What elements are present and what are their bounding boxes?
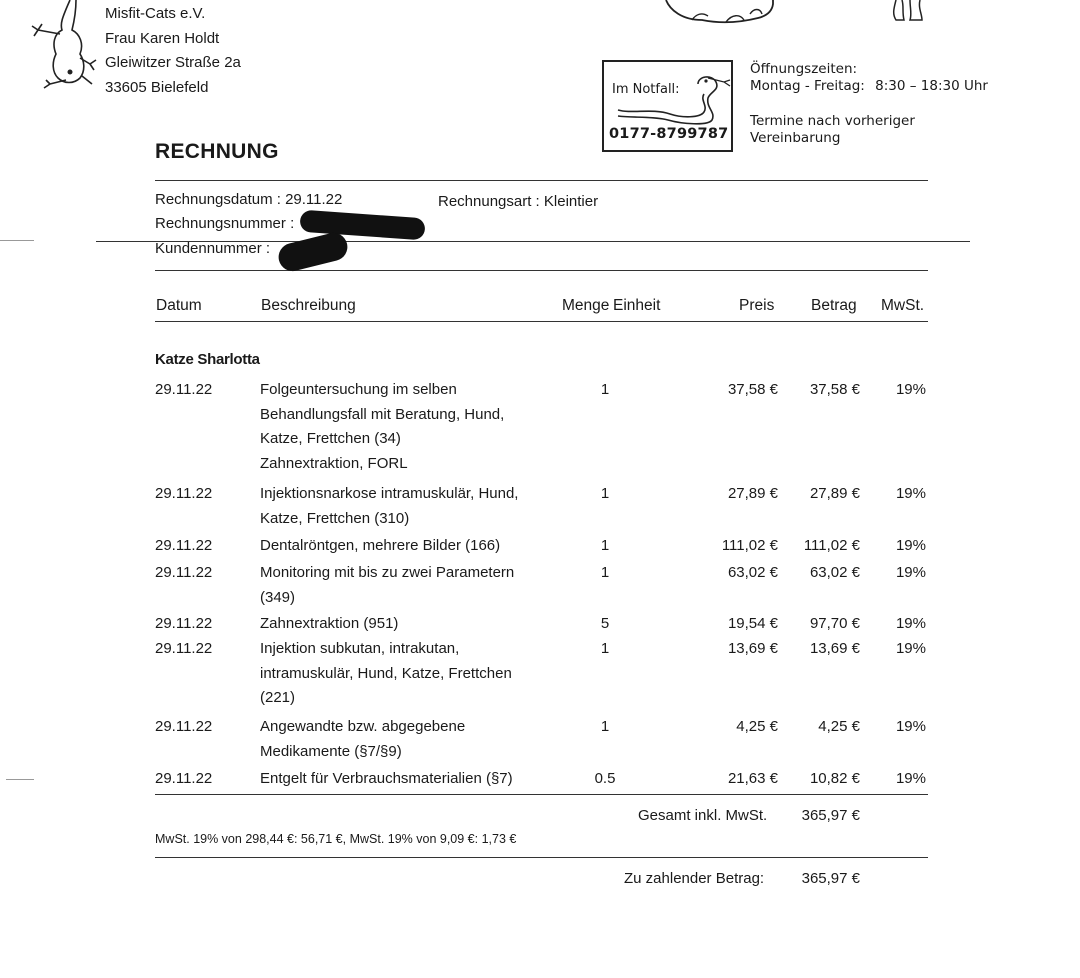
item-vat: 19% [895, 564, 926, 581]
opening-note-1: Termine nach vorheriger [750, 113, 915, 129]
item-vat: 19% [895, 640, 926, 657]
item-description [260, 534, 500, 559]
item-date: 29.11.22 [155, 564, 213, 581]
item-date: 29.11.22 [155, 485, 213, 502]
item-description-line: Dentalröntgen, mehrere Bilder (166) [260, 537, 501, 554]
item-price: 19,54 € [727, 615, 778, 632]
item-description-line: (221) [260, 689, 296, 706]
item-amount: 97,70 € [809, 615, 860, 632]
item-description [260, 767, 513, 792]
item-description-line: Injektionsnarkose intramuskulär, Hund, [260, 485, 519, 502]
sender-address [105, 2, 241, 100]
item-vat: 19% [895, 537, 926, 554]
item-description-line: Katze, Frettchen (34) [260, 430, 401, 447]
item-quantity: 5 [600, 615, 610, 632]
item-amount: 4,25 € [818, 718, 860, 735]
header-date: Datum [156, 297, 202, 314]
item-description-line: Zahnextraktion, FORL [260, 454, 408, 472]
item-price: 27,89 € [727, 485, 778, 502]
invoice-type: Rechnungsart : Kleintier [438, 193, 599, 210]
item-vat: 19% [895, 718, 926, 735]
item-description-line: Folgeuntersuchung im selben [260, 381, 457, 398]
mouse-illustration [30, 0, 100, 92]
item-date: 29.11.22 [155, 718, 213, 735]
item-quantity: 1 [600, 537, 610, 554]
emergency-box [602, 60, 733, 152]
margin-mark [0, 240, 34, 241]
redaction-mark [276, 230, 351, 274]
header-amount: Betrag [811, 297, 857, 314]
item-quantity: 1 [600, 564, 610, 581]
item-description-line: intramuskulär, Hund, Katze, Frettchen [260, 664, 512, 682]
item-description-line: Behandlungsfall mit Beratung, Hund, [260, 405, 505, 423]
sender-contact: Frau Karen Holdt [105, 29, 220, 47]
invoice-title: RECHNUNG [155, 140, 279, 163]
item-description [260, 637, 512, 711]
item-description-line: Monitoring mit bis zu zwei Parametern [260, 564, 515, 581]
opening-note-2: Vereinbarung [750, 130, 841, 146]
invoice-date: Rechnungsdatum : 29.11.22 [155, 191, 343, 208]
item-price: 21,63 € [727, 770, 778, 787]
item-description [260, 378, 504, 476]
header-quantity: Menge [562, 297, 610, 314]
item-price: 4,25 € [736, 718, 778, 735]
item-date: 29.11.22 [155, 537, 213, 554]
divider-totals [155, 857, 928, 858]
divider-items-end [155, 794, 928, 795]
item-vat: 19% [895, 770, 926, 787]
item-price: 63,02 € [727, 564, 778, 581]
divider-header [155, 321, 928, 322]
item-amount: 37,58 € [809, 381, 860, 398]
snake-icon [612, 68, 732, 126]
item-price: 13,69 € [727, 640, 778, 657]
amount-due-label: Zu zahlender Betrag: [624, 870, 765, 887]
sender-street: Gleiwitzer Straße 2a [105, 54, 241, 71]
item-description-line: Entgelt für Verbrauchsmaterialien (§7) [260, 770, 513, 787]
item-vat: 19% [895, 381, 926, 398]
item-date: 29.11.22 [155, 615, 213, 632]
item-amount: 27,89 € [809, 485, 860, 502]
figure-illustration [888, 0, 928, 24]
vat-breakdown: MwSt. 19% von 298,44 €: 56,71 €, MwSt. 19% von 9,09 €: 1,73 € [155, 832, 517, 846]
header-description: Beschreibung [261, 297, 356, 314]
item-quantity: 1 [600, 381, 610, 398]
item-description-line: (349) [260, 588, 296, 606]
opening-days-row [750, 78, 988, 95]
invoice-number-label: Rechnungsnummer : [155, 215, 295, 232]
item-description-line: Zahnextraktion (951) [260, 615, 399, 632]
item-description [260, 715, 465, 764]
amount-due-value: 365,97 € [801, 870, 860, 887]
item-date: 29.11.22 [155, 381, 213, 398]
item-date: 29.11.22 [155, 770, 213, 787]
item-quantity: 1 [600, 640, 610, 657]
item-amount: 13,69 € [809, 640, 860, 657]
item-vat: 19% [895, 485, 926, 502]
divider-top [155, 180, 928, 181]
item-description-line: Injektion subkutan, intrakutan, [260, 640, 460, 657]
total-label: Gesamt inkl. MwSt. [638, 807, 768, 824]
item-amount: 63,02 € [809, 564, 860, 581]
emergency-phone: 0177-8799787 [609, 126, 729, 142]
item-quantity: 1 [600, 485, 610, 502]
item-amount: 111,02 € [803, 537, 860, 554]
sender-city: 33605 Bielefeld [105, 78, 209, 96]
item-price: 37,58 € [727, 381, 778, 398]
item-quantity: 0.5 [594, 770, 616, 787]
emergency-label: Im Notfall: [612, 82, 680, 97]
sender-name: Misfit-Cats e.V. [105, 5, 206, 22]
patient-group-title: Katze Sharlotta [155, 351, 260, 368]
item-description-line: Angewandte bzw. abgegebene [260, 718, 466, 735]
divider-meta [155, 270, 928, 271]
cat-illustration [662, 0, 777, 26]
opening-days: Montag - Freitag: [750, 78, 865, 94]
opening-time: 8:30 – 18:30 Uhr [875, 78, 988, 94]
item-vat: 19% [895, 615, 926, 632]
item-quantity: 1 [600, 718, 610, 735]
total-value: 365,97 € [801, 807, 860, 824]
opening-heading: Öffnungszeiten: [750, 61, 858, 77]
item-description-line: Medikamente (§7/§9) [260, 742, 402, 760]
header-price: Preis [739, 297, 775, 314]
header-unit: Einheit [613, 297, 661, 314]
item-description [260, 612, 398, 637]
item-amount: 10,82 € [809, 770, 860, 787]
customer-number-label: Kundennummer : [155, 240, 271, 257]
item-date: 29.11.22 [155, 640, 213, 657]
item-price: 111,02 € [721, 537, 778, 554]
opening-hours [750, 61, 988, 147]
item-description [260, 482, 518, 531]
item-description-line: Katze, Frettchen (310) [260, 509, 410, 527]
margin-mark [6, 779, 34, 780]
item-description [260, 561, 514, 610]
header-vat: MwSt. [881, 297, 925, 314]
